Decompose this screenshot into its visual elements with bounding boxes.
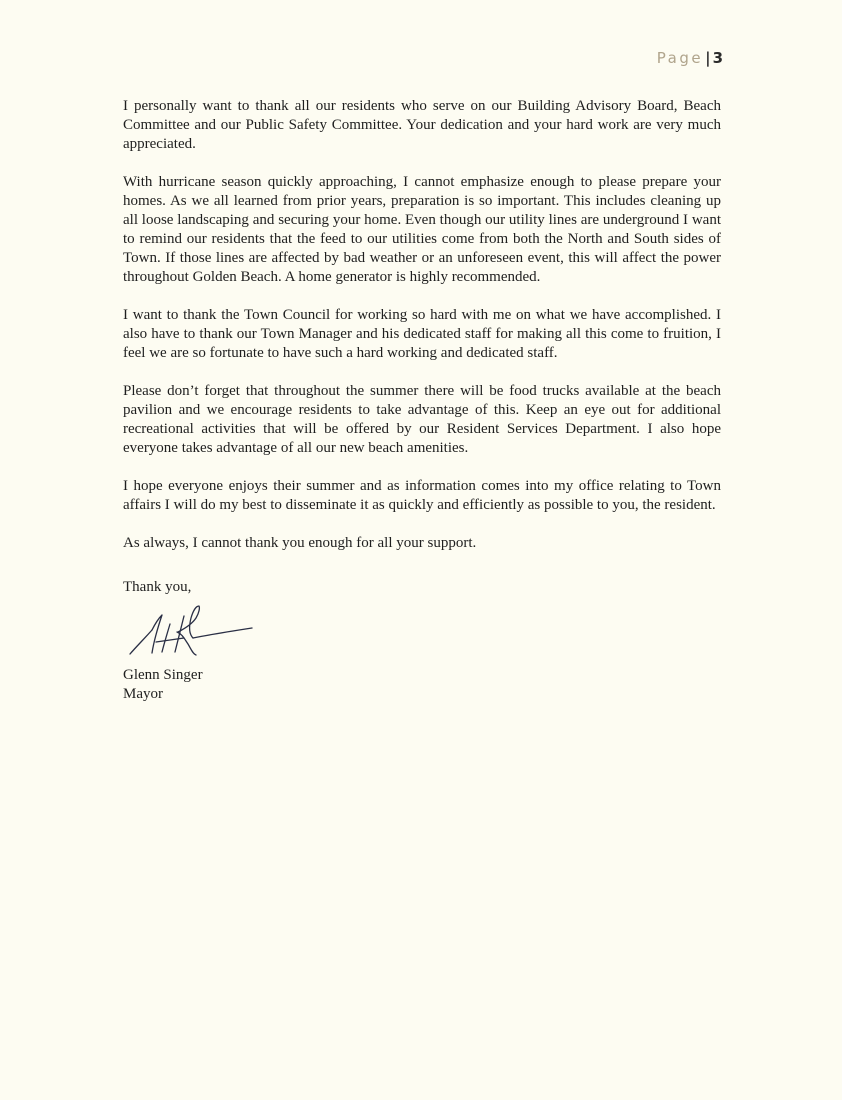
handwritten-signature bbox=[126, 602, 256, 658]
closing-line: Thank you, bbox=[123, 579, 192, 595]
signer-name: Glenn Singer bbox=[123, 667, 203, 683]
paragraph-thanks-council: I want to thank the Town Council for working so hard with me on what we have accomplished. I also have to thank our Town Manager and his dedicated staff for making all this come to fruition, I feel we are so fortunate to have such a hard working and dedicated staff. bbox=[123, 307, 721, 361]
paragraph-support: As always, I cannot thank you enough for all your support. bbox=[123, 535, 477, 551]
page-header bbox=[657, 49, 723, 67]
paragraph-thanks-committees: I personally want to thank all our residents who serve on our Building Advisory Board, Beach Committee and our Public Safety Committee. Your dedication and your hard work are very much appreciated. bbox=[123, 98, 721, 152]
paragraph-hurricane-season: With hurricane season quickly approaching, I cannot emphasize enough to please prepare your homes. As we all learned from prior years, preparation is so important. This includes cleaning up all loose landscaping and securing your home. Even though our utility lines are underground I want to remind our residents that the feed to our utilities come from both the North and South sides of Town. If those lines are affected by bad weather or an unforeseen event, this will affect the power throughout Golden Beach. A home generator is highly recommended. bbox=[123, 174, 721, 285]
page-number: 3 bbox=[712, 49, 723, 67]
paragraph-summer-activities: Please don’t forget that throughout the summer there will be food trucks available at the beach pavilion and we encourage residents to take advantage of this. Keep an eye out for additional recreational activities that will be offered by our Resident Services Department. I also hope everyone takes advantage of all our new beach amenities. bbox=[123, 383, 721, 456]
signer-title: Mayor bbox=[123, 686, 163, 702]
paragraph-summer-wishes: I hope everyone enjoys their summer and as information comes into my office relating to Town affairs I will do my best to disseminate it as quickly and efficiently as possible to you, the resident. bbox=[123, 478, 721, 513]
signer-block bbox=[123, 666, 721, 704]
page-label: Page bbox=[656, 49, 704, 67]
letter-body bbox=[123, 97, 721, 704]
page-separator: | bbox=[705, 49, 711, 67]
